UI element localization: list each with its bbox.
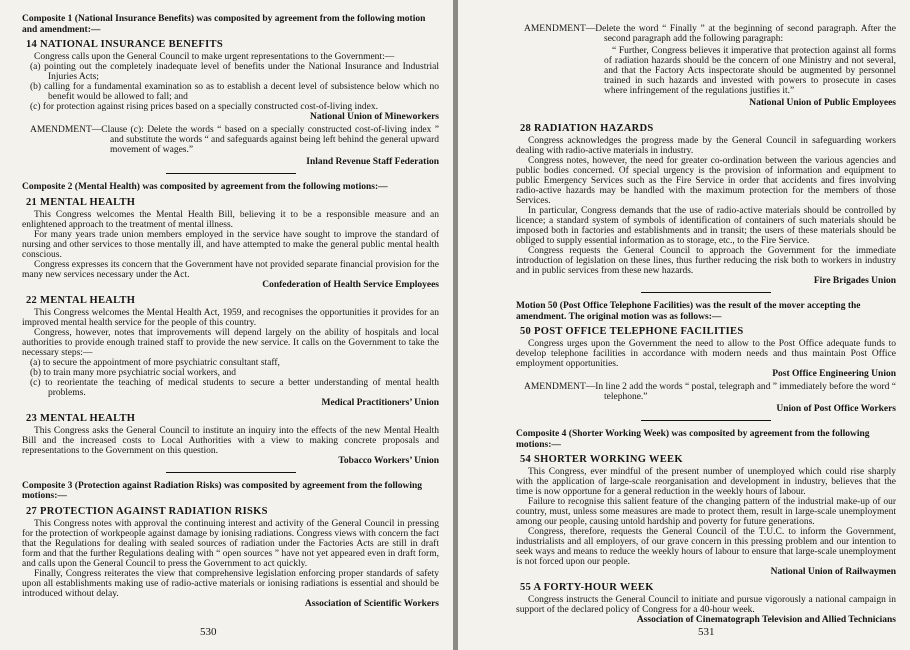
left-page [0, 0, 453, 650]
motion-28-para-2: Congress notes, however, the need for greater co-ordination between the various agencies and public bodies concerned. Of special urgency is the provision of information and equipment to public Emergency Services such as the Fire Service in order that accidents and fires involving radio-active hazards may be handled with the maximum protection for the members of those Services. [516, 156, 896, 206]
motion-28-para-3: In particular, Congress demands that the use of radio-active materials should be controlled by licence; a standard system of symbols of identification of containers of such materials should be imposed both in factories and establishments and in transit; the users of these materials should be obliged to supply essential information as to storage, etc., to the Fire Service. [516, 206, 896, 246]
divider [641, 420, 771, 421]
motion-14-clause-a: (a) pointing out the completely inadequate level of benefits under the National Insurance and Industrial Injuries Acts; [30, 62, 439, 82]
motion-14-title: 14 NATIONAL INSURANCE BENEFITS [26, 39, 223, 50]
motion-21-signatory: Confederation of Health Service Employees [262, 279, 439, 290]
motion-21-para-1: This Congress welcomes the Mental Health Bill, believing it to be a responsible measure and an enlightened approach to the treatment of mental illness. [22, 209, 439, 230]
motion-14-clause-c: (c) for protection against rising prices based on a specially constructed cost-of-living index. [30, 102, 378, 112]
composite-2-header: Composite 2 (Mental Health) was composited by agreement from the following motions:— [22, 182, 388, 192]
motion-21-title: 21 MENTAL HEALTH [26, 196, 136, 208]
page-number: 531 [698, 626, 715, 638]
motion-27-signatory: Association of Scientific Workers [304, 598, 439, 609]
divider [166, 472, 296, 473]
motion-14-signatory: National Union of Mineworkers [309, 112, 439, 122]
composite-4-header: Composite 4 (Shorter Working Week) was composited by agreement from the following motions:— [516, 429, 870, 450]
motion-21-para-2: For many years trade union members employed in the service have sought to improve the standard of nursing and other services to those mentally ill, and have attempted to make the general public mental health conscious. [22, 229, 439, 260]
motion-50-header: Motion 50 (Post Office Telephone Facilities) was the result of the mover accepting the amendment. The original motion was as follows:— [516, 301, 861, 322]
motion-27-amendment-quote: “ Further, Congress believes it imperative that protection against all forms of radiation hazards should be the concern of one Ministry and not several, and that the Factory Acts inspectorate should be augmented by personnel trained in such hazards and invested with powers to prosecute in cases where infringement of the regulations justifies it.” [604, 46, 896, 96]
motion-21-para-3: Congress expresses its concern that the Government have not provided separate financial provision for the many new services necessary under the Act. [22, 259, 439, 280]
motion-54-title: 54 SHORTER WORKING WEEK [520, 454, 683, 465]
motion-28-para-1: Congress acknowledges the progress made by the General Council in safeguarding workers dealing with radio-active materials in industry. [516, 136, 896, 156]
motion-27-para-1: This Congress notes with approval the continuing interest and activity of the General Council in pressing for the protection of workpeople against damage by ionising radiations. Congress views with concern the fact that the Regulations for dealing with sealed sources of radiation under the Factories Acts are still in draft form and that the further Regulations dealing with “ open sources ” have not yet appeared even in draft form, and calls upon the General Council to press the Government to act quickly. [22, 518, 439, 569]
motion-23-title: 23 MENTAL HEALTH [26, 412, 136, 424]
motion-14-amendment-signatory: Inland Revenue Staff Federation [306, 157, 439, 167]
motion-22-clause-b: (b) to train many more psychiatric social workers, and [30, 367, 237, 378]
motion-27-para-2: Finally, Congress reiterates the view that comprehensive legislation enforcing proper standards of safety upon all establishments making use of radio-active materials or ionising radiations is essential and should be introduced without delay. [22, 568, 439, 599]
motion-55-signatory: Association of Cinematograph Television and Allied Technicians [636, 615, 896, 625]
motion-27-title: 27 PROTECTION AGAINST RADIATION RISKS [26, 505, 268, 517]
composite-3-header: Composite 3 (Protection against Radiation Risks) was composited by agreement from the following motions:— [22, 480, 423, 501]
motion-14-amendment: AMENDMENT—Clause (c): Delete the words “ based on a specially constructed cost-of-living index ” and substitute the words “ and safeguards against being left behind the general upward movement of wages.” [30, 125, 439, 155]
motion-50-amendment: AMENDMENT—In line 2 add the words “ postal, telegraph and ” immediately before the word “ telephone.” [524, 382, 896, 402]
motion-23-signatory: Tobacco Workers’ Union [338, 455, 439, 466]
motion-22-para-1: This Congress welcomes the Mental Health Act, 1959, and recognises the opportunities it provides for an improved mental health service for the people of this country. [22, 307, 439, 328]
divider [166, 173, 296, 174]
right-page [458, 0, 910, 650]
motion-55-title: 55 A FORTY-HOUR WEEK [520, 582, 654, 593]
motion-50-amendment-signatory: Union of Post Office Workers [776, 404, 896, 414]
motion-54-para-3: Congress, therefore, requests the General Council of the T.U.C. to inform the Government, industrialists and all employers, of our grave concern in this pressing problem and our intention to seek ways and means to reduce the weekly hours of labour to ensure that large-scale unemployment is not forced upon our people. [516, 527, 896, 567]
motion-28-para-4: Congress requests the General Council to approach the Government for the immediate introduction of legislation on these lines, thus further reducing the risk both to workers in industry and in public services from these new hazards. [516, 246, 896, 276]
motion-22-clause-c: (c) to reorientate the teaching of medical students to secure a better understanding of mental health problems. [30, 377, 439, 398]
motion-54-para-2: Failure to recognise this salient feature of the changing pattern of the industrial make-up of our country, must, unless some measures are made to protect them, result in large-scale unemployment among our people, causing untold hardship and poverty for future generations. [516, 497, 896, 527]
motion-23-para-1: This Congress asks the General Council to institute an inquiry into the effects of the new Mental Health Bill and the increased costs to Local Authorities with a view to making concrete proposals and representations to the Government on this question. [22, 425, 439, 456]
motion-22-signatory: Medical Practitioners’ Union [321, 397, 439, 408]
motion-50-para-1: Congress urges upon the Government the need to allow to the Post Office adequate funds to develop telephone facilities in accordance with modern needs and thus maintain Post Office employment opportunities. [516, 339, 896, 369]
divider [641, 292, 771, 293]
motion-54-para-1: This Congress, ever mindful of the present number of unemployed which could rise sharply with the application of large-scale reorganisation and development in industry, believes that the time is now opportune for a general reduction in the weekly hours of labour. [516, 467, 896, 497]
motion-50-title: 50 POST OFFICE TELEPHONE FACILITIES [520, 326, 744, 337]
motion-55-para-1: Congress instructs the General Council to initiate and pursue vigorously a national campaign in support of the declared policy of Congress for a 40-hour week. [516, 595, 896, 615]
motion-14-intro: Congress calls upon the General Council to make urgent representations to the Government:— [34, 52, 395, 62]
motion-28-title: 28 RADIATION HAZARDS [520, 123, 654, 134]
motion-28-signatory: Fire Brigades Union [813, 276, 896, 286]
motion-14-clause-b: (b) calling for a fundamental examination so as to establish a decent level of subsistence below which no benefit would be allowed to fall; and [30, 82, 439, 102]
page-number: 530 [200, 626, 217, 638]
motion-50-signatory: Post Office Engineering Union [772, 369, 896, 379]
motion-27-amendment: AMENDMENT—Delete the word “ Finally ” at the beginning of second paragraph. After the second paragraph add the following paragraph: [524, 24, 896, 44]
composite-1-header: Composite 1 (National Insurance Benefits) was composited by agreement from the following motion and amendment:— [22, 14, 426, 35]
motion-22-clause-a: (a) to secure the appointment of more psychiatric consultant staff, [30, 357, 280, 368]
motion-22-para-2: Congress, however, notes that improvements will depend largely on the ability of hospitals and local authorities to provide enough trained staff to provide the new service. It calls on the Government to take the necessary steps:— [22, 327, 439, 358]
motion-22-title: 22 MENTAL HEALTH [26, 294, 136, 306]
motion-54-signatory: National Union of Railwaymen [770, 567, 896, 577]
motion-27-amendment-signatory: National Union of Public Employees [749, 98, 896, 108]
